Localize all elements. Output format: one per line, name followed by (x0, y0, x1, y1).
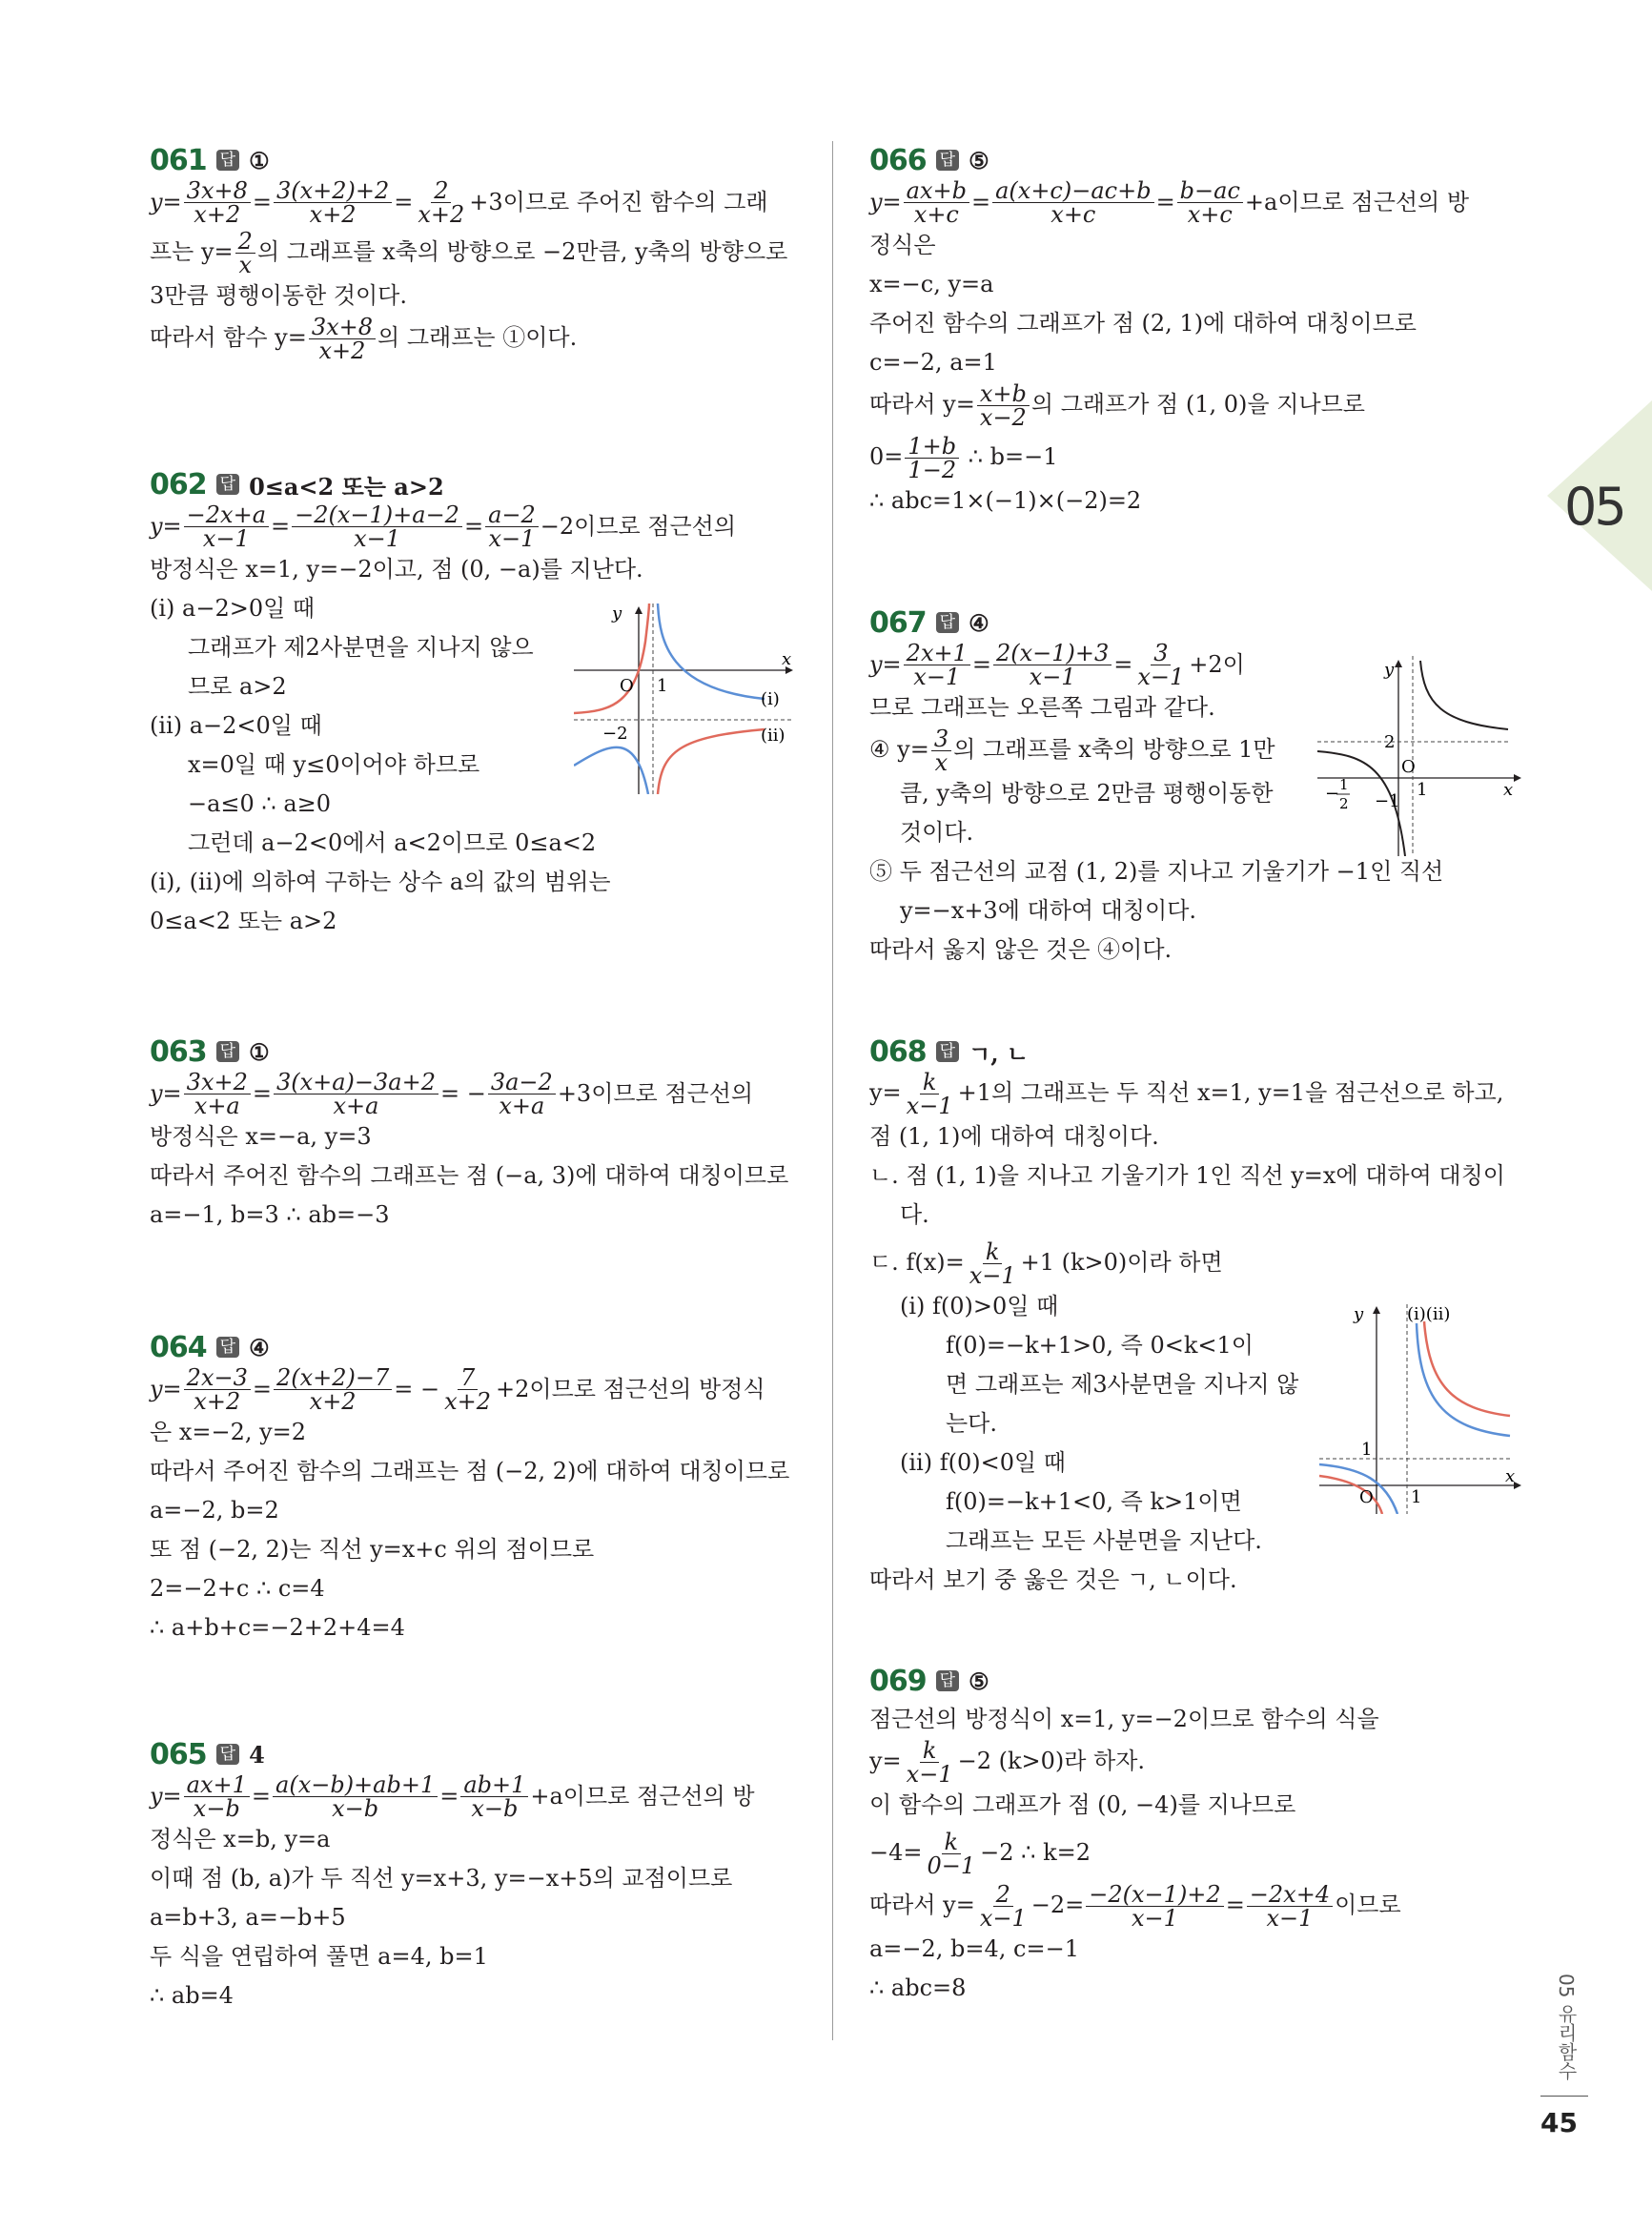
denominator: x+c (913, 201, 959, 228)
numerator: −2x+a (184, 503, 269, 527)
tick-label: 2 (1384, 732, 1396, 752)
text: y= (869, 651, 902, 678)
x-label: x (782, 649, 792, 669)
numerator: 2 (993, 1883, 1013, 1907)
chapter-label: 05 유리함수 (1555, 1974, 1578, 2080)
denominator: x+a (194, 1093, 240, 1119)
text: +2이 (1189, 651, 1245, 678)
numerator: 3 (931, 727, 951, 751)
text-line: ㄴ. 점 (1, 1)을 지나고 기울기가 1인 직선 y=x에 대하여 대칭이 (869, 1162, 1505, 1189)
tick-label: 1 (1339, 776, 1349, 793)
answer: ① (249, 146, 270, 174)
numerator: 2 (431, 179, 451, 203)
origin-label: O (620, 676, 634, 696)
denominator: x+a (333, 1093, 379, 1119)
answer: ⑤ (969, 146, 989, 174)
denominator: x+2 (318, 338, 366, 364)
text-line: 0≤a<2 또는 a>2 (150, 908, 337, 934)
text: −2 (k>0)라 하자. (957, 1748, 1146, 1774)
denominator: x−1 (906, 1093, 953, 1119)
graph-067 (1317, 656, 1527, 856)
denominator: x−2 (979, 404, 1027, 431)
text-line: 또 점 (−2, 2)는 직선 y=x+c 위의 점이므로 (150, 1536, 595, 1563)
equation-line (869, 179, 1469, 226)
denominator: x+2 (444, 1388, 492, 1415)
text-line: 것이다. (900, 819, 974, 846)
text-line: 정식은 (869, 232, 936, 258)
text-line: 두 식을 연립하여 풀면 a=4, b=1 (150, 1943, 488, 1970)
fraction (1247, 1883, 1333, 1930)
fraction (488, 1071, 556, 1117)
y-axis-arrow (635, 606, 642, 614)
text: +1의 그래프는 두 직선 x=1, y=1을 점근선으로 하고, (957, 1079, 1504, 1106)
fraction (274, 179, 392, 226)
answer: 4 (249, 1740, 265, 1769)
equation-line (150, 1071, 753, 1117)
answer: ④ (249, 1333, 270, 1361)
curve-i-right (1417, 1323, 1510, 1436)
problem-number: 065 (150, 1737, 207, 1771)
numerator: 2x−3 (184, 1366, 251, 1390)
text: y= (869, 1748, 902, 1774)
text-line (869, 382, 1527, 429)
numerator: x+b (977, 382, 1030, 406)
problem-067 (869, 604, 1527, 970)
text: = (252, 1376, 272, 1402)
text-line: 다. (900, 1201, 929, 1228)
text: −2 ∴ k=2 (980, 1839, 1091, 1866)
problem-number: 066 (869, 143, 927, 177)
tick-label: −2 (602, 724, 628, 744)
problem-062 (150, 465, 798, 941)
text-line: 는다. (946, 1410, 997, 1437)
text-line: (ⅰ) f(0)>0일 때 (900, 1293, 1059, 1320)
denominator: x−1 (913, 664, 961, 690)
answer: 0≤a<2 또는 a>2 (249, 472, 444, 501)
text-line: 주어진 함수의 그래프가 점 (2, 1)에 대하여 대칭이므로 (869, 310, 1417, 337)
answer: ① (249, 1037, 270, 1066)
text: = (1113, 651, 1133, 678)
answer-tag: 답 (216, 1041, 239, 1062)
text-line: 방정식은 x=1, y=−2이고, 점 (0, −a)를 지난다. (150, 556, 643, 583)
text: 의 그래프가 점 (1, 0)을 지나므로 (1030, 391, 1365, 418)
text-line: 점근선의 방정식이 x=1, y=−2이므로 함수의 식을 (869, 1706, 1379, 1732)
text: 이므로 (1335, 1892, 1401, 1918)
denominator: x+2 (194, 1388, 241, 1415)
text: −2이므로 점근선의 (540, 513, 737, 540)
tick-label: 1 (1361, 1440, 1373, 1460)
text-line: f(0)=−k+1>0, 즉 0<k<1이 (946, 1332, 1254, 1359)
chapter-tab-number: 05 (1564, 477, 1624, 537)
denominator: x−1 (354, 525, 400, 552)
curve-ii-right (658, 729, 765, 794)
denominator: x+2 (194, 201, 241, 228)
numerator: 3a−2 (488, 1071, 556, 1095)
text-line (150, 230, 798, 276)
text-line: ⑤ 두 점근선의 교점 (1, 2)를 지나고 기울기가 −1인 직선 (869, 858, 1444, 885)
curve-label: (ⅱ) (761, 726, 785, 746)
text-line: 은 x=−2, y=2 (150, 1419, 307, 1445)
fraction (977, 1883, 1030, 1930)
text: = (971, 651, 991, 678)
text: 따라서 y= (869, 391, 975, 418)
text-line: 그래프는 모든 사분면을 지난다. (946, 1527, 1262, 1554)
text-line: ∴ a+b+c=−2+2+4=4 (150, 1614, 405, 1641)
text: = (251, 1783, 272, 1810)
text: 프는 y= (150, 238, 234, 265)
fraction (235, 230, 255, 276)
answer-tag: 답 (216, 474, 239, 495)
text-line: a=b+3, a=−b+5 (150, 1904, 346, 1931)
denominator: x−1 (906, 1761, 953, 1788)
text: −2= (1030, 1892, 1085, 1918)
fraction (274, 1071, 438, 1117)
text-line: x=0일 때 y≤0이어야 하므로 (188, 751, 480, 778)
numerator: 2 (235, 230, 255, 254)
graph-062 (574, 604, 798, 794)
text: +1 (k>0)이라 하면 (1020, 1249, 1223, 1276)
text: +3이므로 점근선의 (557, 1080, 754, 1107)
text: = (252, 189, 272, 215)
curve-label: (ⅰ)(ⅱ) (1407, 1304, 1451, 1324)
text-line (869, 435, 1527, 481)
problem-066 (869, 141, 1527, 521)
numerator: −2x+4 (1247, 1883, 1333, 1907)
fraction (993, 642, 1112, 688)
text: ㄷ. f(x)= (869, 1249, 965, 1276)
fraction (904, 1739, 956, 1786)
text: y= (869, 1079, 902, 1106)
tick-label: 1 (1411, 1487, 1422, 1507)
fraction (274, 1366, 392, 1413)
problem-064 (150, 1328, 798, 1647)
denominator: 1−2 (908, 457, 957, 483)
text: = (971, 189, 991, 215)
problem-065 (150, 1735, 798, 2015)
y-axis-arrow (1395, 660, 1402, 667)
fraction (441, 1366, 494, 1413)
text: 의 그래프를 x축의 방향으로 1만 (953, 736, 1275, 763)
text-line: 따라서 주어진 함수의 그래프는 점 (−2, 2)에 대하여 대칭이므로 (150, 1458, 790, 1484)
answer: ⑤ (969, 1667, 989, 1695)
denominator: x−1 (1137, 664, 1185, 690)
y-label: y (1354, 1304, 1364, 1324)
denominator: 0−1 (927, 1852, 976, 1879)
text-line: ∴ abc=1×(−1)×(−2)=2 (869, 487, 1142, 514)
text: = (394, 189, 414, 215)
problem-061 (150, 141, 798, 362)
numerator: ax+b (904, 179, 969, 203)
page-number: 45 (1540, 2107, 1578, 2138)
problem-number: 069 (869, 1664, 927, 1698)
text: −4= (869, 1839, 923, 1866)
text-line: f(0)=−k+1<0, 즉 k>1이면 (946, 1488, 1242, 1515)
problem-number: 068 (869, 1034, 927, 1069)
text: 따라서 y= (869, 1892, 975, 1918)
numerator: b−ac (1177, 179, 1243, 203)
text: = (439, 1783, 459, 1810)
denominator: x (238, 252, 253, 278)
equation-line (150, 1366, 765, 1413)
x-axis-arrow (1514, 774, 1521, 782)
text-line: (ⅱ) a−2<0일 때 (150, 712, 322, 739)
denominator: x−1 (1132, 1905, 1178, 1932)
text: y= (150, 513, 182, 540)
numerator: 3x+2 (184, 1071, 251, 1095)
fraction (184, 503, 269, 550)
denominator: x−1 (488, 525, 536, 552)
text: y= (150, 1080, 182, 1107)
text: y= (150, 1783, 182, 1810)
text: = (1155, 189, 1175, 215)
text-line: 따라서 주어진 함수의 그래프는 점 (−a, 3)에 대하여 대칭이므로 (150, 1162, 789, 1189)
denominator: x−1 (1266, 1905, 1314, 1932)
text-line (869, 1883, 1527, 1930)
text-line: 3만큼 평행이동한 것이다. (150, 282, 407, 309)
text-line: 2=−2+c ∴ c=4 (150, 1575, 325, 1602)
numerator: 3x+8 (309, 316, 376, 339)
fraction (904, 642, 970, 688)
text-line: a=−2, b=2 (150, 1497, 279, 1524)
text-line: a=−2, b=4, c=−1 (869, 1935, 1079, 1962)
curve-i-left (1319, 1464, 1397, 1514)
text: = − (439, 1080, 486, 1107)
curve-right (1420, 661, 1508, 729)
x-label: x (1505, 1466, 1516, 1486)
fraction (1177, 179, 1243, 226)
answer-tag: 답 (936, 150, 959, 171)
answer-tag: 답 (936, 1670, 959, 1691)
y-label: y (612, 604, 622, 624)
text: = − (394, 1376, 440, 1402)
text: +a이므로 점근선의 방 (1244, 189, 1470, 215)
text: y= (869, 189, 902, 215)
denominator: x−1 (202, 525, 250, 552)
text: 의 그래프를 x축의 방향으로 −2만큼, y축의 방향으로 (256, 238, 788, 265)
graph-068 (1319, 1295, 1527, 1514)
text-line: 이때 점 (b, a)가 두 직선 y=x+3, y=−x+5의 교점이므로 (150, 1865, 733, 1892)
numerator: k (942, 1831, 962, 1854)
text-line: 큼, y축의 방향으로 2만큼 평행이동한 (900, 780, 1274, 807)
numerator: 1+b (905, 435, 959, 459)
equation-line (150, 179, 768, 226)
text: = (252, 1080, 272, 1107)
fraction (184, 1071, 251, 1117)
equation-line (869, 642, 1245, 688)
tick-label: 1 (657, 676, 668, 696)
numerator: 3(x+2)+2 (274, 179, 392, 203)
denominator: x+2 (309, 1388, 357, 1415)
tick-label: − (1325, 784, 1340, 804)
text-line: (ⅰ), (ⅱ)에 의하여 구하는 상수 a의 값의 범위는 (150, 869, 611, 895)
text-line (869, 1831, 1527, 1877)
denominator: x (934, 749, 948, 776)
text-line: c=−2, a=1 (869, 349, 997, 376)
denominator: x−1 (969, 1262, 1016, 1289)
text-line: (ⅱ) f(0)<0일 때 (900, 1449, 1066, 1476)
denominator: x+a (499, 1093, 545, 1119)
numerator: 2x+1 (904, 642, 970, 665)
curve-ii-left (574, 747, 648, 794)
text-line: 이 함수의 그래프가 점 (0, −4)를 지나므로 (869, 1791, 1296, 1818)
fraction (184, 1773, 250, 1820)
numerator: 3x+8 (184, 179, 251, 203)
numerator: a−2 (485, 503, 539, 527)
text: = (271, 513, 291, 540)
text-line: 정식은 x=b, y=a (150, 1826, 331, 1852)
text-line: 따라서 보기 중 옳은 것은 ㄱ, ㄴ이다. (869, 1566, 1237, 1593)
text: 0= (869, 443, 904, 470)
answer-tag: 답 (936, 612, 959, 633)
equation-line (150, 1773, 755, 1820)
fraction (904, 179, 969, 226)
fraction (1134, 642, 1187, 688)
text-line: 므로 a>2 (188, 673, 287, 700)
denominator: x−b (332, 1795, 379, 1822)
text-line: (ⅰ) a−2>0일 때 (150, 595, 316, 622)
numerator: 7 (458, 1366, 478, 1390)
numerator: a(x−b)+ab+1 (273, 1773, 438, 1797)
problem-number: 064 (150, 1330, 207, 1364)
fraction (292, 503, 462, 550)
fraction (485, 503, 539, 550)
text: 의 그래프는 ①이다. (377, 324, 578, 351)
fraction (905, 435, 959, 481)
fraction (460, 1773, 528, 1820)
answer-tag: 답 (936, 1041, 959, 1062)
numerator: ax+1 (184, 1773, 250, 1797)
x-label: x (1503, 780, 1514, 800)
problem-063 (150, 1033, 798, 1235)
fraction (931, 727, 951, 774)
numerator: 2(x−1)+3 (993, 642, 1112, 665)
tick-label: 1 (1417, 780, 1428, 800)
fraction (1086, 1883, 1223, 1930)
text-line: −a≤0 ∴ a≥0 (188, 790, 332, 817)
answer-tag: 답 (216, 1744, 239, 1765)
text-line: 따라서 옳지 않은 것은 ④이다. (869, 936, 1173, 963)
fraction (309, 316, 376, 362)
numerator: −2(x−1)+2 (1086, 1883, 1223, 1907)
denominator: x+2 (309, 201, 357, 228)
origin-label: O (1401, 757, 1416, 777)
numerator: ab+1 (460, 1773, 528, 1797)
answer: ④ (969, 608, 989, 637)
equation-line (150, 503, 736, 550)
numerator: 3(x+a)−3a+2 (274, 1071, 438, 1095)
problem-number: 067 (869, 605, 927, 640)
fraction (925, 1831, 979, 1877)
denominator: x+c (1187, 201, 1233, 228)
text-line: 므로 그래프는 오른쪽 그림과 같다. (869, 694, 1215, 721)
text-line: ∴ ab=4 (150, 1982, 234, 2009)
fraction (184, 179, 251, 226)
numerator: k (920, 1739, 940, 1763)
problem-number: 062 (150, 467, 207, 501)
text-line: y=−x+3에 대하여 대칭이다. (900, 897, 1197, 924)
y-label: y (1384, 660, 1395, 680)
denominator: x+c (1050, 201, 1096, 228)
curve-i-right (658, 604, 765, 699)
text: ∴ b=−1 (961, 443, 1058, 470)
fraction (977, 382, 1030, 429)
text-line: ∴ abc=8 (869, 1974, 967, 2001)
text: = (1225, 1892, 1245, 1918)
tick-label: 2 (1339, 795, 1349, 812)
fraction (415, 179, 467, 226)
denominator: x−b (193, 1795, 240, 1822)
column-divider (832, 141, 833, 2040)
fraction (904, 1071, 956, 1117)
numerator: k (920, 1071, 940, 1095)
text-line (150, 316, 798, 362)
numerator: −2(x−1)+a−2 (292, 503, 462, 527)
denominator: x−1 (979, 1905, 1027, 1932)
problem-069 (869, 1662, 1527, 2008)
problem-number: 061 (150, 143, 207, 177)
page-number-rule (1540, 2096, 1588, 2097)
answer: ㄱ, ㄴ (969, 1039, 1030, 1068)
numerator: a(x+c)−ac+b (992, 179, 1153, 203)
text-line (869, 1739, 1527, 1786)
tick-label: −1 (1375, 791, 1400, 811)
text-line: 방정식은 x=−a, y=3 (150, 1123, 372, 1150)
problem-068 (869, 1033, 1527, 1600)
text: ④ y= (869, 736, 929, 763)
text: +2이므로 점근선의 방정식 (496, 1376, 765, 1402)
y-axis-arrow (1373, 1306, 1380, 1314)
text: +a이므로 점근선의 방 (530, 1783, 755, 1810)
x-axis-arrow (1514, 1482, 1521, 1489)
text-line: 점 (1, 1)에 대하여 대칭이다. (869, 1123, 1159, 1150)
text: +3이므로 주어진 함수의 그래 (469, 189, 768, 215)
fraction (992, 179, 1153, 226)
numerator: 2(x+2)−7 (274, 1366, 392, 1390)
text-line: 면 그래프는 제3사분면을 지나지 않 (946, 1371, 1299, 1398)
text-line (869, 1071, 1527, 1117)
denominator: x+2 (418, 201, 465, 228)
text: 따라서 함수 y= (150, 324, 307, 351)
text: y= (150, 189, 182, 215)
origin-label: O (1359, 1487, 1374, 1507)
answer-tag: 답 (216, 150, 239, 171)
text-line: a=−1, b=3 ∴ ab=−3 (150, 1201, 390, 1228)
numerator: k (983, 1240, 1003, 1264)
numerator: 3 (1151, 642, 1171, 665)
curve-label: (ⅰ) (761, 689, 780, 709)
text-line: 그래프가 제2사분면을 지나지 않으 (188, 634, 534, 661)
problem-number: 063 (150, 1034, 207, 1069)
text: y= (150, 1376, 182, 1402)
text-line: x=−c, y=a (869, 271, 994, 297)
denominator: x−b (471, 1795, 519, 1822)
fraction (967, 1240, 1019, 1287)
text-line: 그런데 a−2<0에서 a<2이므로 0≤a<2 (188, 829, 597, 856)
fraction (184, 1366, 251, 1413)
denominator: x−1 (1029, 664, 1076, 690)
text-line (869, 1240, 1527, 1287)
fraction (273, 1773, 438, 1820)
text: = (463, 513, 484, 540)
answer-tag: 답 (216, 1337, 239, 1358)
